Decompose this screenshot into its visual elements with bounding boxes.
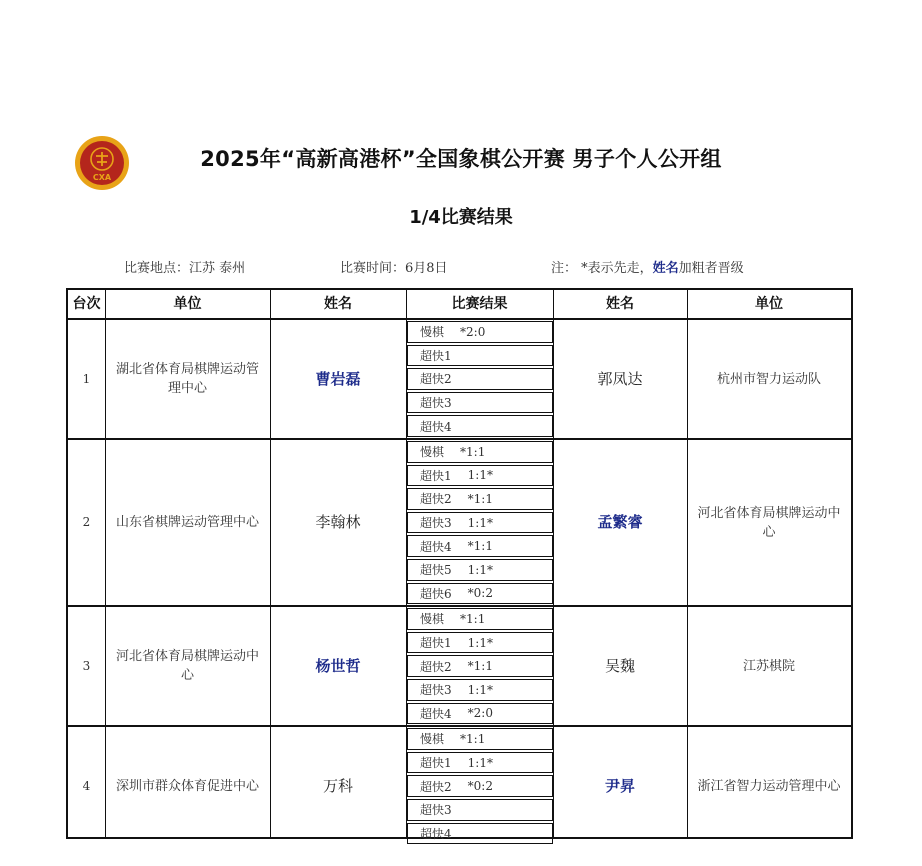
game-score: *1:1 — [460, 611, 486, 626]
game-type: 超快4 — [420, 706, 452, 721]
header-left-unit: 单位 — [173, 295, 202, 312]
game-score: 1:1* — [467, 635, 493, 650]
game-result-row — [407, 799, 553, 821]
game-result-row — [407, 512, 553, 534]
game-score: *0:2 — [467, 586, 493, 601]
left-player-name: 曹岩磊 — [315, 369, 361, 388]
note-prefix: 注： *表示先走， — [551, 261, 653, 276]
game-result-row — [407, 608, 553, 630]
game-result-row — [407, 583, 553, 605]
game-result-row — [407, 559, 553, 581]
game-score: *1:1 — [467, 491, 493, 506]
game-type: 慢棋 — [420, 612, 445, 627]
game-type: 超快6 — [420, 586, 452, 601]
game-type: 超快1 — [420, 756, 452, 771]
game-type: 超快3 — [420, 683, 452, 698]
game-type: 慢棋 — [420, 732, 445, 747]
game-score: *1:1 — [467, 539, 493, 554]
right-player-name: 吴魏 — [604, 656, 635, 675]
game-type: 超快3 — [420, 516, 452, 531]
game-type: 慢棋 — [420, 325, 445, 340]
legend-note — [551, 257, 744, 276]
game-score: *1:1 — [467, 659, 493, 674]
game-result-row — [407, 535, 553, 557]
game-score: 1:1* — [467, 682, 493, 697]
right-player-name: 郭凤达 — [597, 369, 643, 388]
left-player-name: 杨世哲 — [315, 656, 361, 675]
game-result-row — [407, 775, 553, 797]
game-score: *0:2 — [467, 779, 493, 794]
game-result-row — [407, 728, 553, 750]
game-result-row — [407, 321, 553, 343]
left-unit: 深圳市群众体育促进中心 — [115, 778, 259, 794]
game-result-row — [407, 392, 553, 414]
game-type: 超快3 — [420, 803, 452, 818]
header-table-no: 台次 — [72, 295, 101, 312]
game-type: 超快2 — [420, 492, 452, 507]
game-result-row — [407, 752, 553, 774]
venue-info: 比赛地点：江苏 泰州 — [124, 261, 246, 276]
left-unit: 湖北省体育局棋牌运动管理中心 — [115, 362, 259, 396]
game-result-row — [407, 441, 553, 463]
game-type: 超快1 — [420, 636, 452, 651]
game-result-row — [407, 488, 553, 510]
game-type: 超快1 — [420, 348, 452, 363]
results-table — [66, 288, 853, 839]
game-result-row — [407, 632, 553, 654]
right-player-name: 尹昇 — [604, 776, 635, 795]
game-score: *2:0 — [467, 706, 493, 721]
right-unit: 江苏棋院 — [742, 658, 795, 674]
game-result-row — [407, 415, 553, 437]
game-result-row — [407, 823, 553, 845]
header-left-name: 姓名 — [324, 295, 352, 312]
table-number: 4 — [82, 778, 91, 793]
game-type: 超快3 — [420, 396, 452, 411]
game-score: 1:1* — [467, 468, 493, 483]
date-info: 比赛时间：6月8日 — [340, 261, 448, 276]
table-number: 2 — [82, 515, 91, 530]
game-score: *2:0 — [460, 324, 486, 339]
right-unit: 河北省体育局棋牌运动中心 — [697, 505, 841, 540]
left-unit: 山东省棋牌运动管理中心 — [115, 515, 259, 531]
game-result-row — [407, 655, 553, 677]
game-type: 超快4 — [420, 419, 452, 434]
game-score: 1:1* — [467, 515, 493, 530]
game-type: 超快2 — [420, 779, 452, 794]
page-subtitle: 1/4比赛结果 — [409, 207, 513, 228]
game-result-row — [407, 679, 553, 701]
left-player-name: 万科 — [322, 776, 353, 795]
game-score: 1:1* — [467, 562, 493, 577]
right-unit: 杭州市智力运动队 — [716, 371, 821, 387]
note-suffix: 加粗者晋级 — [678, 261, 744, 276]
game-score: *1:1 — [460, 731, 486, 746]
game-type: 超快5 — [420, 563, 452, 578]
page-title: 2025年“高新高港杯”全国象棋公开赛 男子个人公开组 — [200, 147, 722, 171]
game-score: *1:1 — [460, 444, 486, 459]
header-results: 比赛结果 — [451, 295, 508, 312]
left-player-name: 李翰林 — [315, 513, 361, 532]
right-unit: 浙江省智力运动管理中心 — [697, 778, 841, 794]
table-number: 3 — [82, 658, 91, 673]
game-type: 超快2 — [420, 659, 452, 674]
game-type: 超快4 — [420, 826, 452, 841]
game-result-row — [407, 345, 553, 367]
header-right-unit: 单位 — [755, 295, 783, 312]
game-result-row — [407, 703, 553, 725]
game-result-row — [407, 465, 553, 487]
game-type: 慢棋 — [420, 445, 445, 460]
game-score: 1:1* — [467, 755, 493, 770]
game-result-row — [407, 368, 553, 390]
note-highlight: 姓名 — [652, 261, 679, 276]
game-type: 超快1 — [420, 468, 452, 483]
table-number: 1 — [82, 371, 91, 386]
header-right-name: 姓名 — [606, 295, 634, 312]
right-player-name: 孟繁睿 — [597, 513, 643, 532]
game-type: 超快2 — [420, 372, 452, 387]
svg-text:CXA: CXA — [92, 173, 112, 182]
game-type: 超快4 — [420, 539, 452, 554]
left-unit: 河北省体育局棋牌运动中心 — [115, 649, 259, 684]
